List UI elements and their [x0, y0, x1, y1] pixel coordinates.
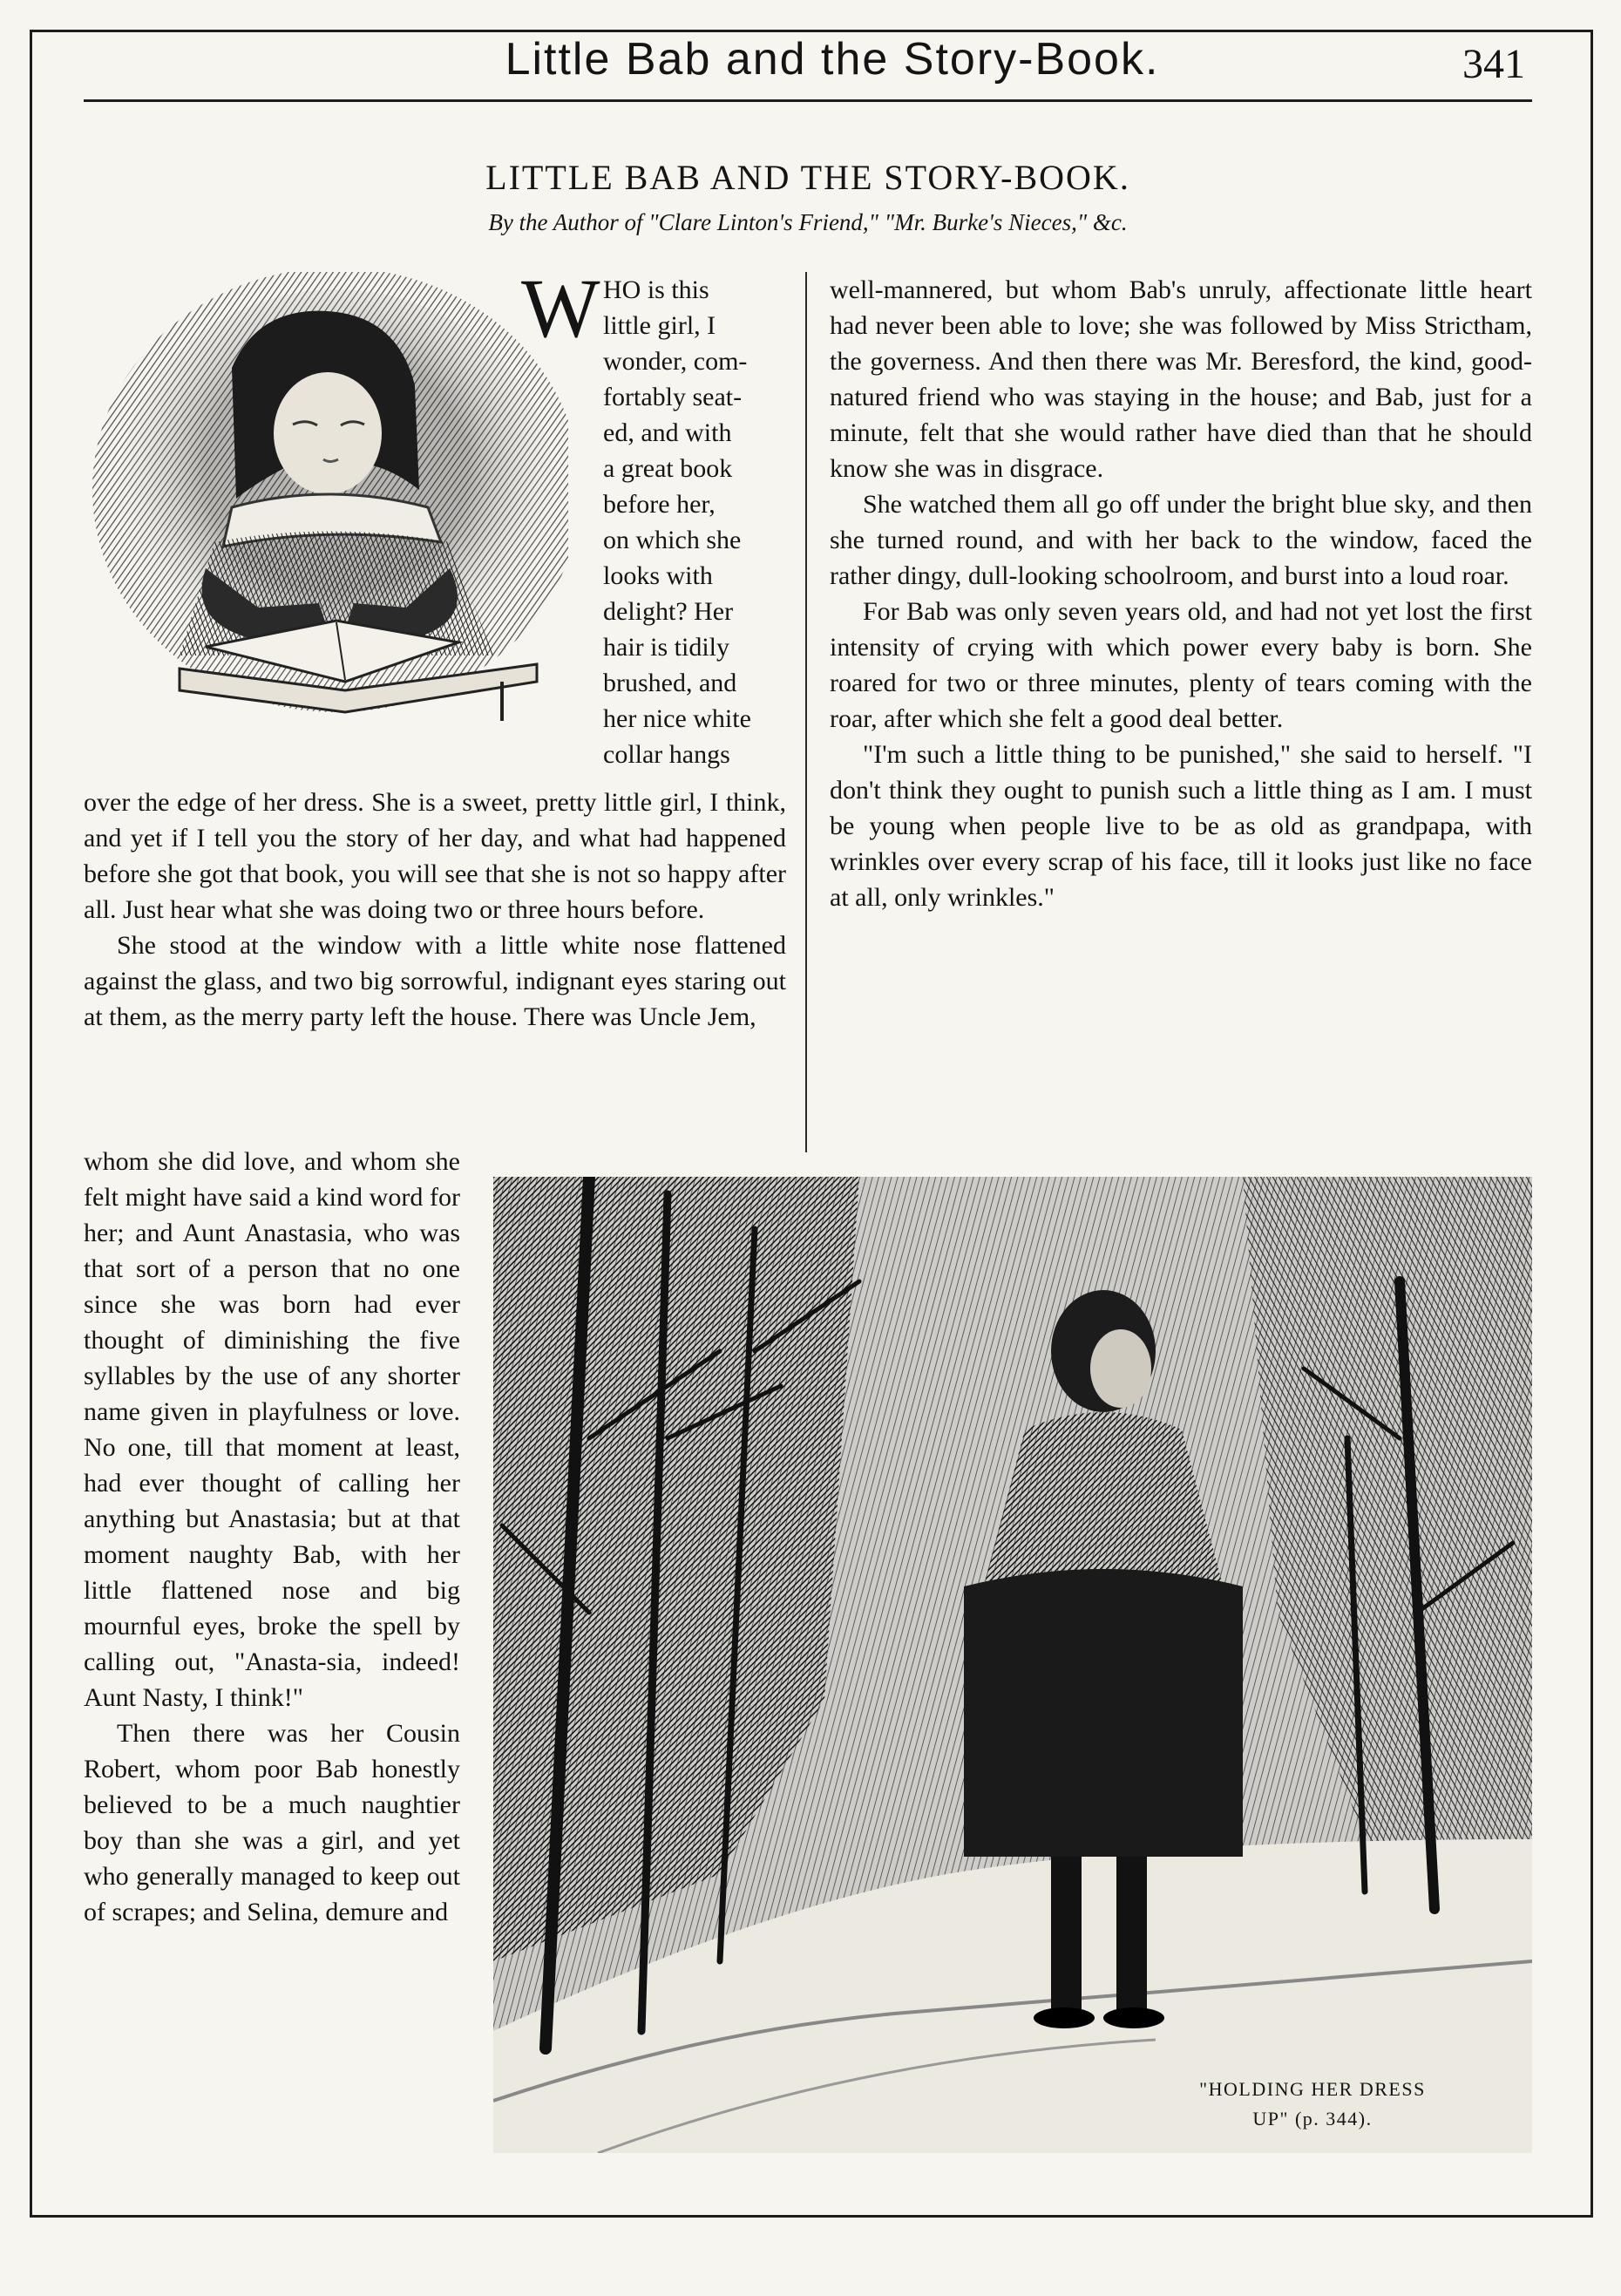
narrow-line: before her, — [603, 490, 716, 519]
left-column-text — [84, 785, 786, 1035]
header-rule — [84, 99, 1532, 102]
narrow-line: her nice white — [603, 704, 751, 733]
right-paragraph-4: "I'm such a little thing to be punished," she said to herself. "I don't think they ought to punish such a little thing as I am. I must be young when people live to be as old as grandpapa, with wrinkles over every scrap of his face, till it looks just like no face at all, only wrinkles." — [830, 740, 1532, 912]
paragraph-3: Then there was her Cousin Robert, whom poor Bab honestly believed to be a much naughtier boy than she was a girl, and yet who generally managed to keep out of scrapes; and Selina, demure and — [84, 1719, 460, 1926]
paragraph-2-continued: whom she did love, and whom she felt might have said a kind word for her; and Aunt Anastasia, who was that sort of a person that no one since she was born had ever thought of diminishing the five syllables by the use of any shorter name given in playfulness or love. No one, till that moment at least, had ever thought of calling her anything but Anastasia; but at that moment naughty Bab, with her little flattened nose and big mournful eyes, broke the spell by calling out, "Anasta-sia, indeed! Aunt Nasty, I think!" — [84, 1147, 460, 1712]
narrow-line: little girl, I — [603, 311, 716, 340]
caption-line: UP" (p. 344). — [1252, 2108, 1373, 2130]
column-rule — [805, 272, 807, 1152]
paragraph-2: She stood at the window with a little white nose flattened against the glass, and two big sorrowful, indignant eyes staring out at them, as the merry party left the house. There was Uncle Jem, — [84, 931, 786, 1031]
winter-scene-illustration — [493, 1177, 1532, 2153]
right-paragraph-2: She watched them all go off under the bright blue sky, and then she turned round, and with her back to the window, faced the rather dingy, dull-looking schoolroom, and burst into a loud roar. — [830, 490, 1532, 590]
narrow-line: ed, and with — [603, 418, 732, 447]
right-paragraph-3: For Bab was only seven years old, and had not yet lost the first intensity of crying with which power every baby is born. She roared for two or three minutes, plenty of tears coming with the roar, after which she felt a good deal better. — [830, 597, 1532, 733]
paragraph-1-rest: over the edge of her dress. She is a sweet, pretty little girl, I think, and yet if I tell you the story of her day, and what had happened before she got that book, you will see that she is not so happy after all. Just hear what she was doing two or three hours before. — [84, 788, 786, 924]
page-number: 341 — [1462, 41, 1525, 87]
narrow-line: brushed, and — [603, 669, 737, 697]
narrow-line: wonder, com- — [603, 347, 748, 376]
illustration-caption — [1164, 2075, 1461, 2134]
narrow-text-column — [603, 272, 786, 772]
narrow-line: a great book — [603, 454, 733, 483]
girl-reading-illustration — [84, 272, 568, 725]
narrow-line: fortably seat- — [603, 383, 743, 411]
lower-left-text — [84, 1144, 460, 1930]
drop-cap: W — [521, 262, 600, 355]
right-column-text — [830, 272, 1532, 915]
caption-line: "HOLDING HER DRESS — [1199, 2078, 1426, 2100]
narrow-line: HO is this — [603, 275, 709, 304]
narrow-line: delight? Her — [603, 597, 734, 626]
byline: By the Author of "Clare Linton's Friend," "Mr. Burke's Nieces," &c. — [488, 209, 1128, 235]
right-paragraph-1: well-mannered, but whom Bab's unruly, affectionate little heart had never been able to love; she was followed by Miss Strictham, the governess. And then there was Mr. Beresford, the kind, good-natured friend who was staying in the house; and Bab, just for a minute, felt that she would rather have died than that he should know she was in disgrace. — [830, 275, 1532, 483]
narrow-line: on which she — [603, 526, 742, 554]
narrow-line: collar hangs — [603, 740, 730, 769]
narrow-line: looks with — [603, 561, 713, 590]
article-title: LITTLE BAB AND THE STORY-BOOK. — [485, 158, 1130, 197]
running-head: Little Bab and the Story-Book. — [505, 34, 1160, 85]
narrow-line: hair is tidily — [603, 633, 729, 662]
